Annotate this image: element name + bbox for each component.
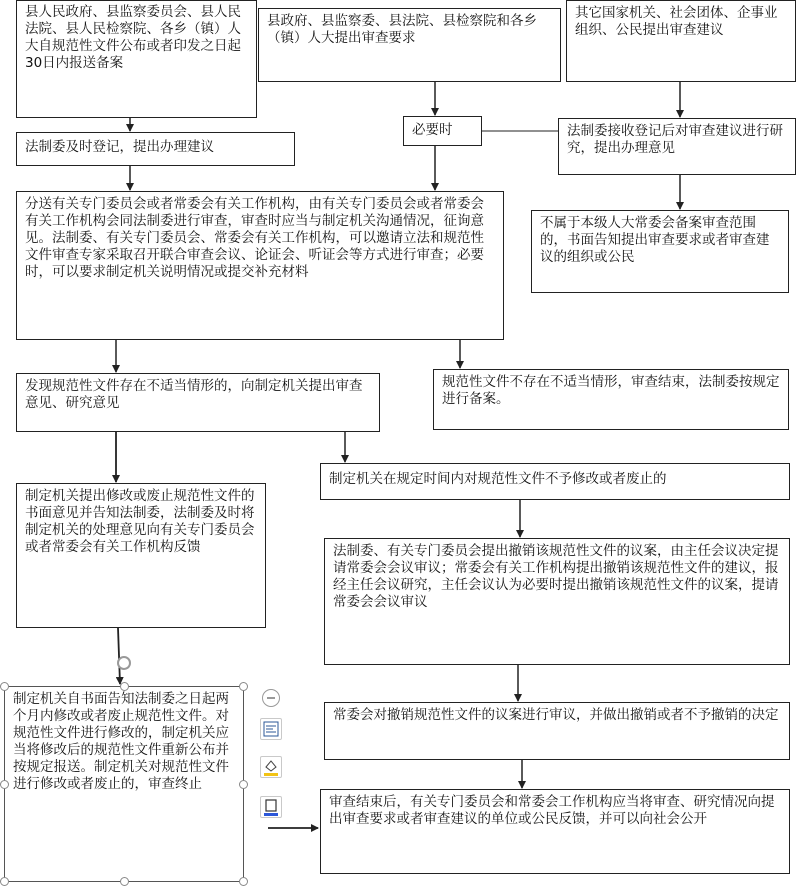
found-inappropriate-box[interactable]: [16, 373, 380, 432]
layout-options-icon[interactable]: [260, 718, 282, 740]
standing-committee-decision-box[interactable]: [324, 702, 790, 760]
out-of-scope-text: 不属于本级人大常委会备案审查范围的，书面告知提出审查要求或者审查建议的组织或公民: [540, 215, 770, 265]
shape-fill-icon[interactable]: [260, 756, 282, 778]
review-request-public-box[interactable]: [566, 0, 796, 82]
found-inappropriate-text: 发现规范性文件存在不适当情形的，向制定机关提出审查意见、研究意见: [25, 378, 363, 411]
out-of-scope-box[interactable]: [531, 210, 789, 293]
agency-self-amend-box[interactable]: [4, 686, 244, 882]
agency-not-amend-text: 制定机关在规定时间内对规范性文件不予修改或者废止的: [329, 471, 667, 487]
rotate-handle[interactable]: [117, 656, 131, 670]
no-inappropriate-text: 规范性文件不存在不适当情形，审查结束，法制委按规定进行备案。: [442, 374, 780, 407]
review-request-agencies-text: 县政府、县监察委、县法院、县检察院和各乡（镇）人大提出审查要求: [267, 13, 537, 46]
resize-handle-right[interactable]: [239, 780, 248, 789]
resize-handle-top-right[interactable]: [239, 682, 248, 691]
filing-source-box[interactable]: [16, 0, 257, 118]
review-request-public-text: 其它国家机关、社会团体、企事业组织、公民提出审查建议: [575, 5, 778, 38]
resize-handle-bottom-left[interactable]: [0, 877, 9, 886]
joint-review-text: 分送有关专门委员会或者常委会有关工作机构，由有关专门委员会或者常委会有关工作机构会同法制委进行审查，审查时应当与制定机关沟通情况，征询意见。法制委、有关专门委员会、常委会有关工作机构，可以邀请立法和规范性文件审查专家采取召开联合审查会议、论证会、听证会等方式进行审查；必要时，可以要求制定机关说明情况或提交补充材料: [25, 196, 484, 280]
agency-feedback-text: 制定机关提出修改或废止规范性文件的书面意见并告知法制委，法制委及时将制定机关的处理意见向有关专门委员会或者常委会有关工作机构反馈: [25, 488, 255, 555]
filing-source-text: 县人民政府、县监察委员会、县人民法院、县人民检察院、各乡（镇）人大自规范性文件公布或者印发之日起30日内报送备案: [25, 4, 241, 71]
no-inappropriate-box[interactable]: [433, 369, 789, 430]
resize-handle-top[interactable]: [120, 682, 129, 691]
agency-not-amend-box[interactable]: [320, 463, 790, 500]
review-request-agencies-box[interactable]: [258, 8, 561, 82]
revocation-motion-box[interactable]: [324, 538, 790, 665]
revocation-motion-text: 法制委、有关专门委员会提出撤销该规范性文件的议案，由主任会议决定提请常委会会议审议；常委会有关工作机构提出撤销该规范性文件的建议，报经主任会议研究，主任会议认为必要时提出撤销该规范性文件的议案，提请常委会会议审议: [333, 543, 779, 610]
legal-committee-study-box[interactable]: [558, 118, 796, 175]
resize-handle-bottom-right[interactable]: [239, 877, 248, 886]
when-necessary-text: 必要时: [412, 122, 453, 138]
legal-committee-register-text: 法制委及时登记，提出办理建议: [25, 139, 214, 155]
joint-review-box[interactable]: [16, 191, 504, 340]
resize-handle-top-left[interactable]: [0, 682, 9, 691]
minus-icon[interactable]: [262, 689, 280, 707]
agency-feedback-box[interactable]: [16, 483, 266, 628]
legal-committee-register-box[interactable]: [16, 132, 295, 166]
resize-handle-bottom[interactable]: [120, 877, 129, 886]
review-end-box[interactable]: [320, 789, 790, 874]
shape-outline-icon[interactable]: [260, 796, 282, 818]
review-end-text: 审查结束后，有关专门委员会和常委会工作机构应当将审查、研究情况向提出审查要求或者审查建议的单位或公民反馈，并可以向社会公开: [329, 794, 775, 827]
standing-committee-decision-text: 常委会对撤销规范性文件的议案进行审议，并做出撤销或者不予撤销的决定: [333, 707, 779, 723]
legal-committee-study-text: 法制委接收登记后对审查建议进行研究，提出办理意见: [567, 123, 783, 156]
agency-self-amend-text: 制定机关自书面告知法制委之日起两个月内修改或者废止规范性文件。对规范性文件进行修改的，制定机关应当将修改后的规范性文件重新公布并按规定报送。制定机关对规范性文件进行修改或者废止的，审查终止: [13, 691, 229, 792]
resize-handle-left[interactable]: [0, 780, 9, 789]
when-necessary-box[interactable]: [403, 116, 482, 146]
